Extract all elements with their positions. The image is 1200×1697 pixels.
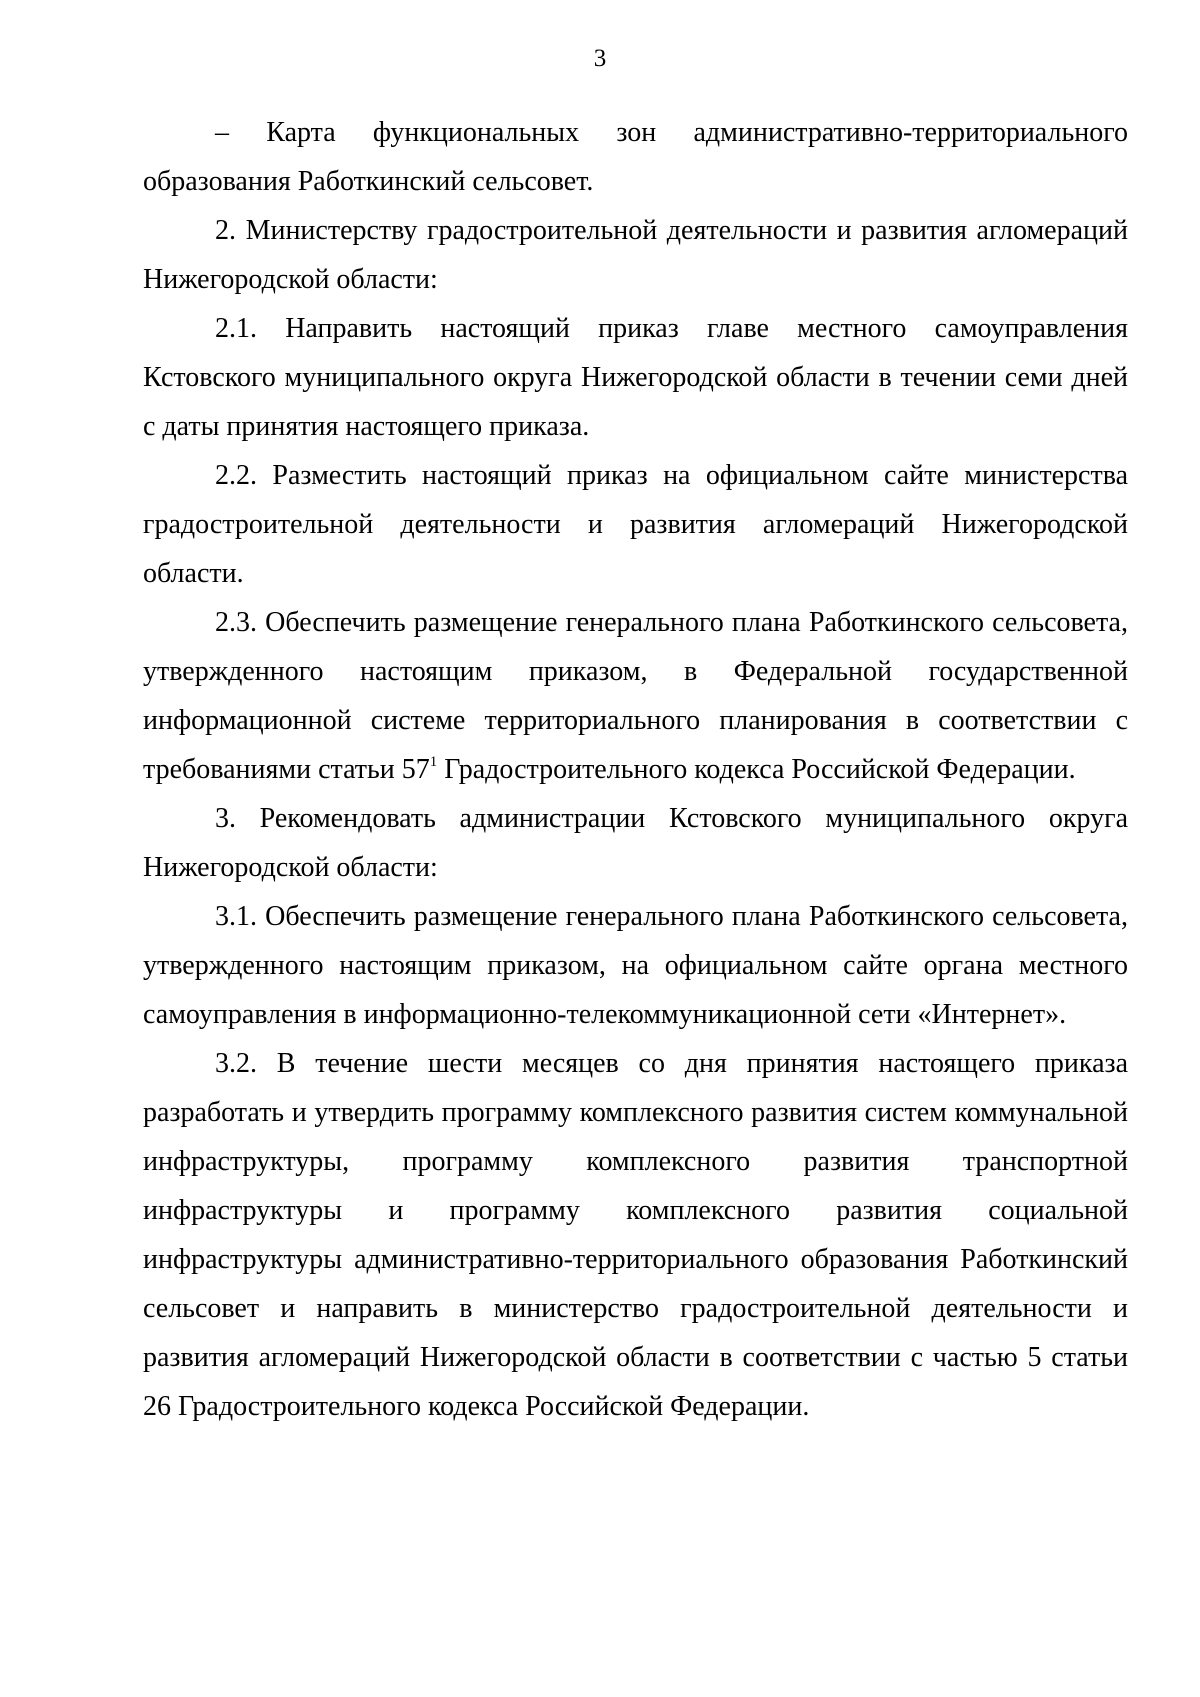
page-number: 3 [593,45,607,72]
paragraph-3-recommend: 3. Рекомендовать администрации Кстовского муниципального округа Нижегородской области: [143,803,1128,883]
article-superscript: 1 [429,754,438,770]
document-body [143,108,1128,1431]
paragraph-2-3-text-after: Градостроительного кодекса Российской Федерации. [437,754,1076,785]
paragraph-2-3-fgis-placement [143,598,1128,794]
paragraph-2-ministry: 2. Министерству градостроительной деятельности и развития агломераций Нижегородской области: [143,215,1128,295]
paragraph-2-3-text-before: 2.3. Обеспечить размещение генерального плана Работкинского сельсовета, утвержденного настоящим приказом, в Федеральной государственной информационной системе территориального планирования в соответствии с требованиями статьи 57 [143,607,1128,785]
paragraph-2-1-send-order: 2.1. Направить настоящий приказ главе местного самоуправления Кстовского муниципального округа Нижегородской области в течении семи дней с даты принятия настоящего приказа. [143,313,1128,442]
paragraph-functional-zones-map: – Карта функциональных зон административно-территориального образования Работкинский сельсовет. [143,117,1128,197]
paragraph-3-2-infrastructure-programs: 3.2. В течение шести месяцев со дня принятия настоящего приказа разработать и утвердить программу комплексного развития систем коммунальной инфраструктуры, программу комплексного развития транспортной инфраструктуры и программу комплексного развития социальной инфраструктуры административно-территориального образования Работкинский сельсовет и направить в министерство градостроительной деятельности и развития агломераций Нижегородской области в соответствии с частью 5 статьи 26 Градостроительного кодекса Российской Федерации. [143,1048,1128,1422]
paragraph-2-2-publish-order: 2.2. Разместить настоящий приказ на официальном сайте министерства градостроительной деятельности и развития агломераций Нижегородской области. [143,460,1128,589]
paragraph-3-1-website-placement: 3.1. Обеспечить размещение генерального плана Работкинского сельсовета, утвержденного настоящим приказом, на официальном сайте органа местного самоуправления в информационно-телекоммуникационной сети «Интернет». [143,901,1128,1030]
